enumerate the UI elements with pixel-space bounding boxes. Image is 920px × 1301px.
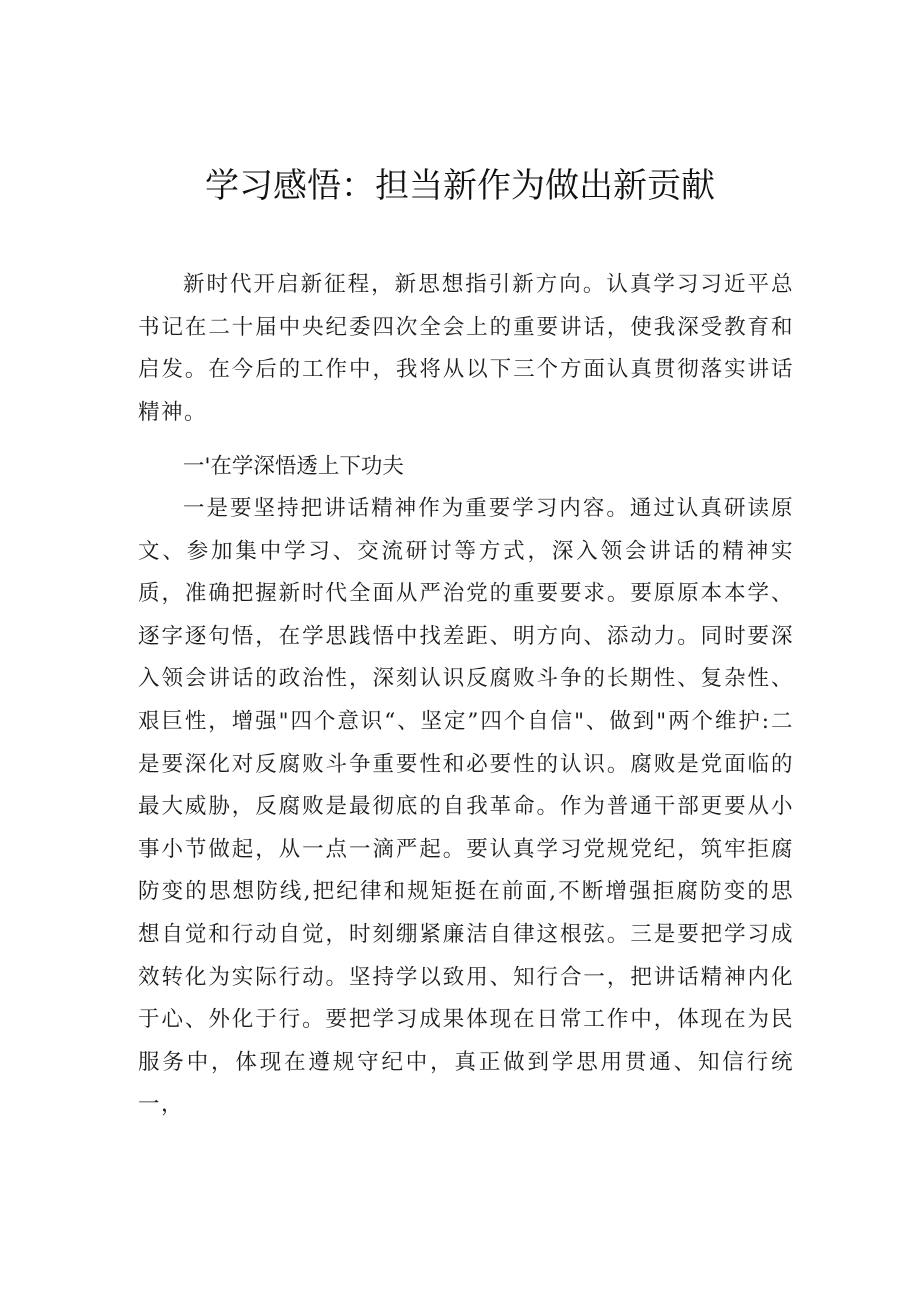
body-paragraph: 一是要坚持把讲话精神作为重要学习内容。通过认真研读原文、参加集中学习、交流研讨等方式，深入领会讲话的精神实质，准确把握新时代全面从严治党的重要要求。要原原本本学、逐字逐句悟，在学思践悟中找差距、明方向、添动力。同时要深入领会讲话的政治性，深刻认识反腐败斗争的长期性、复杂性、艰巨性，增强"四个意识“、坚定”四个自信"、做到"两个维护:二是要深化对反腐败斗争重要性和必要性的认识。腐败是党面临的最大威胁，反腐败是最彻底的自我革命。作为普通干部更要从小事小节做起，从一点一滴严起。要认真学习党规党纪，筑牢拒腐防变的思想防线,把纪律和规矩挺在前面,不断增强拒腐防变的思想自觉和行动自觉，时刻绷紧廉洁自律这根弦。三是要把学习成效转化为实际行动。坚持学以致用、知行合一，把讲话精神内化于心、外化于行。要把学习成果体现在日常工作中，体现在为民服务中，体现在遵规守纪中，真正做到学思用贯通、知信行统一， <box>138 496 794 1118</box>
document-title: 学习感悟：担当新作为做出新贡献 <box>205 166 715 206</box>
intro-paragraph: 新时代开启新征程，新思想指引新方向。认真学习习近平总书记在二十届中央纪委四次全会上的重要讲话，使我深受教育和启发。在今后的工作中，我将从以下三个方面认真贯彻落实讲话精神。 <box>138 272 794 425</box>
section-heading: 一'在学深悟透上下功夫 <box>183 454 404 479</box>
